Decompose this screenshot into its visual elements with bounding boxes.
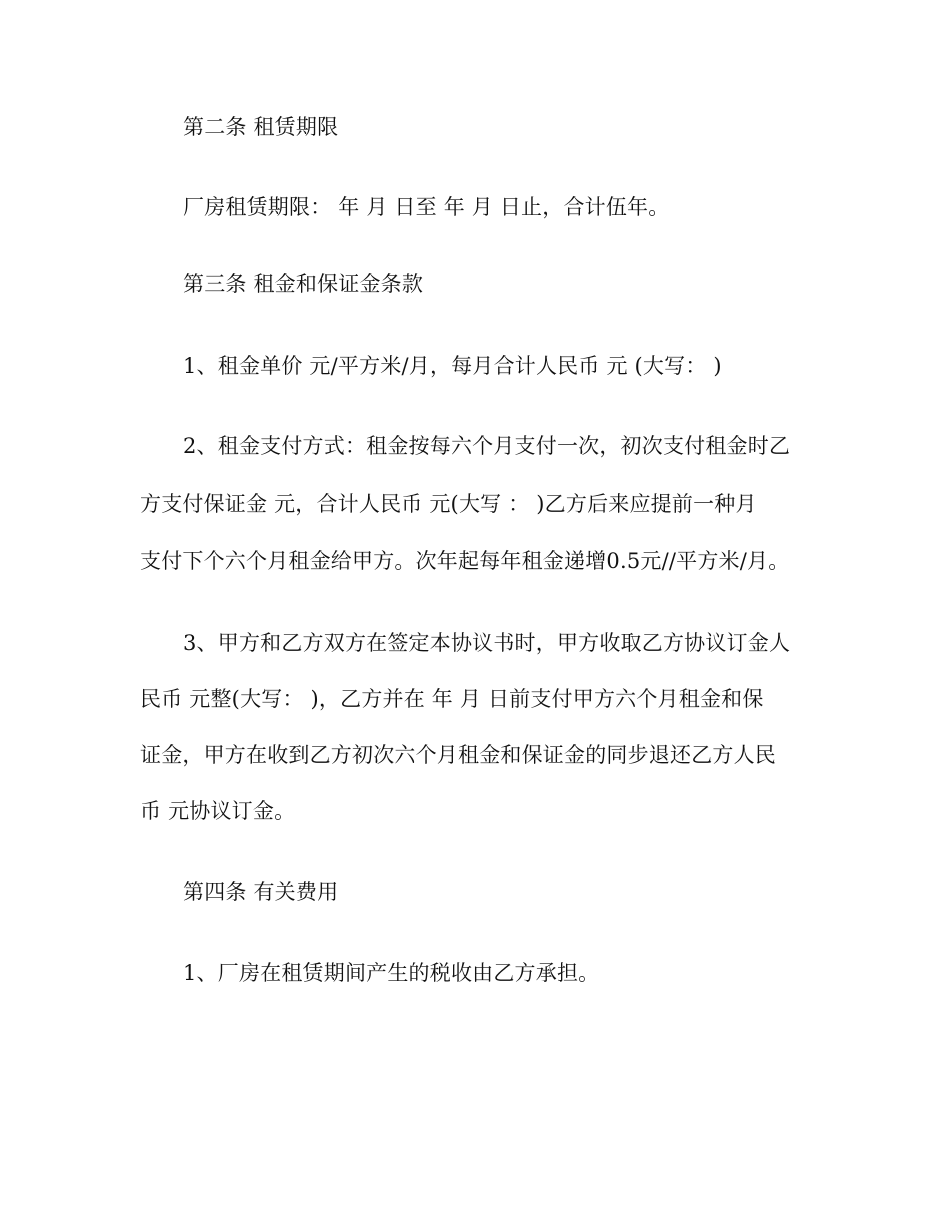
deposit-paragraph-line-4: 币 元协议订金。 (140, 799, 296, 823)
lease-term-paragraph: 厂房租赁期限： 年 月 日至 年 月 日止，合计伍年。 (183, 195, 670, 219)
rent-payment-paragraph-line-3: 支付下个六个月租金给甲方。次年起每年租金递增0.5元//平方米/月。 (140, 549, 790, 573)
tax-paragraph: 1、厂房在租赁期间产生的税收由乙方承担。 (183, 961, 600, 985)
deposit-paragraph-line-3: 证金，甲方在收到乙方初次六个月租金和保证金的同步退还乙方人民 (140, 743, 776, 767)
deposit-paragraph-line-2: 民币 元整(大写： )，乙方并在 年 月 日前支付甲方六个月租金和保 (140, 687, 764, 711)
article-4-heading: 第四条 有关费用 (183, 880, 339, 904)
deposit-paragraph-line-1: 3、甲方和乙方双方在签定本协议书时，甲方收取乙方协议订金人 (183, 631, 791, 655)
article-2-heading: 第二条 租赁期限 (183, 115, 339, 139)
article-3-heading: 第三条 租金和保证金条款 (183, 272, 424, 296)
rent-payment-paragraph-line-2: 方支付保证金 元，合计人民币 元(大写 ： )乙方后来应提前一种月 (140, 492, 757, 516)
rent-payment-paragraph-line-1: 2、租金支付方式：租金按每六个月支付一次，初次支付租金时乙 (183, 434, 791, 458)
rent-unit-price-paragraph: 1、租金单价 元/平方米/月，每月合计人民币 元 (大写： ) (183, 354, 722, 378)
